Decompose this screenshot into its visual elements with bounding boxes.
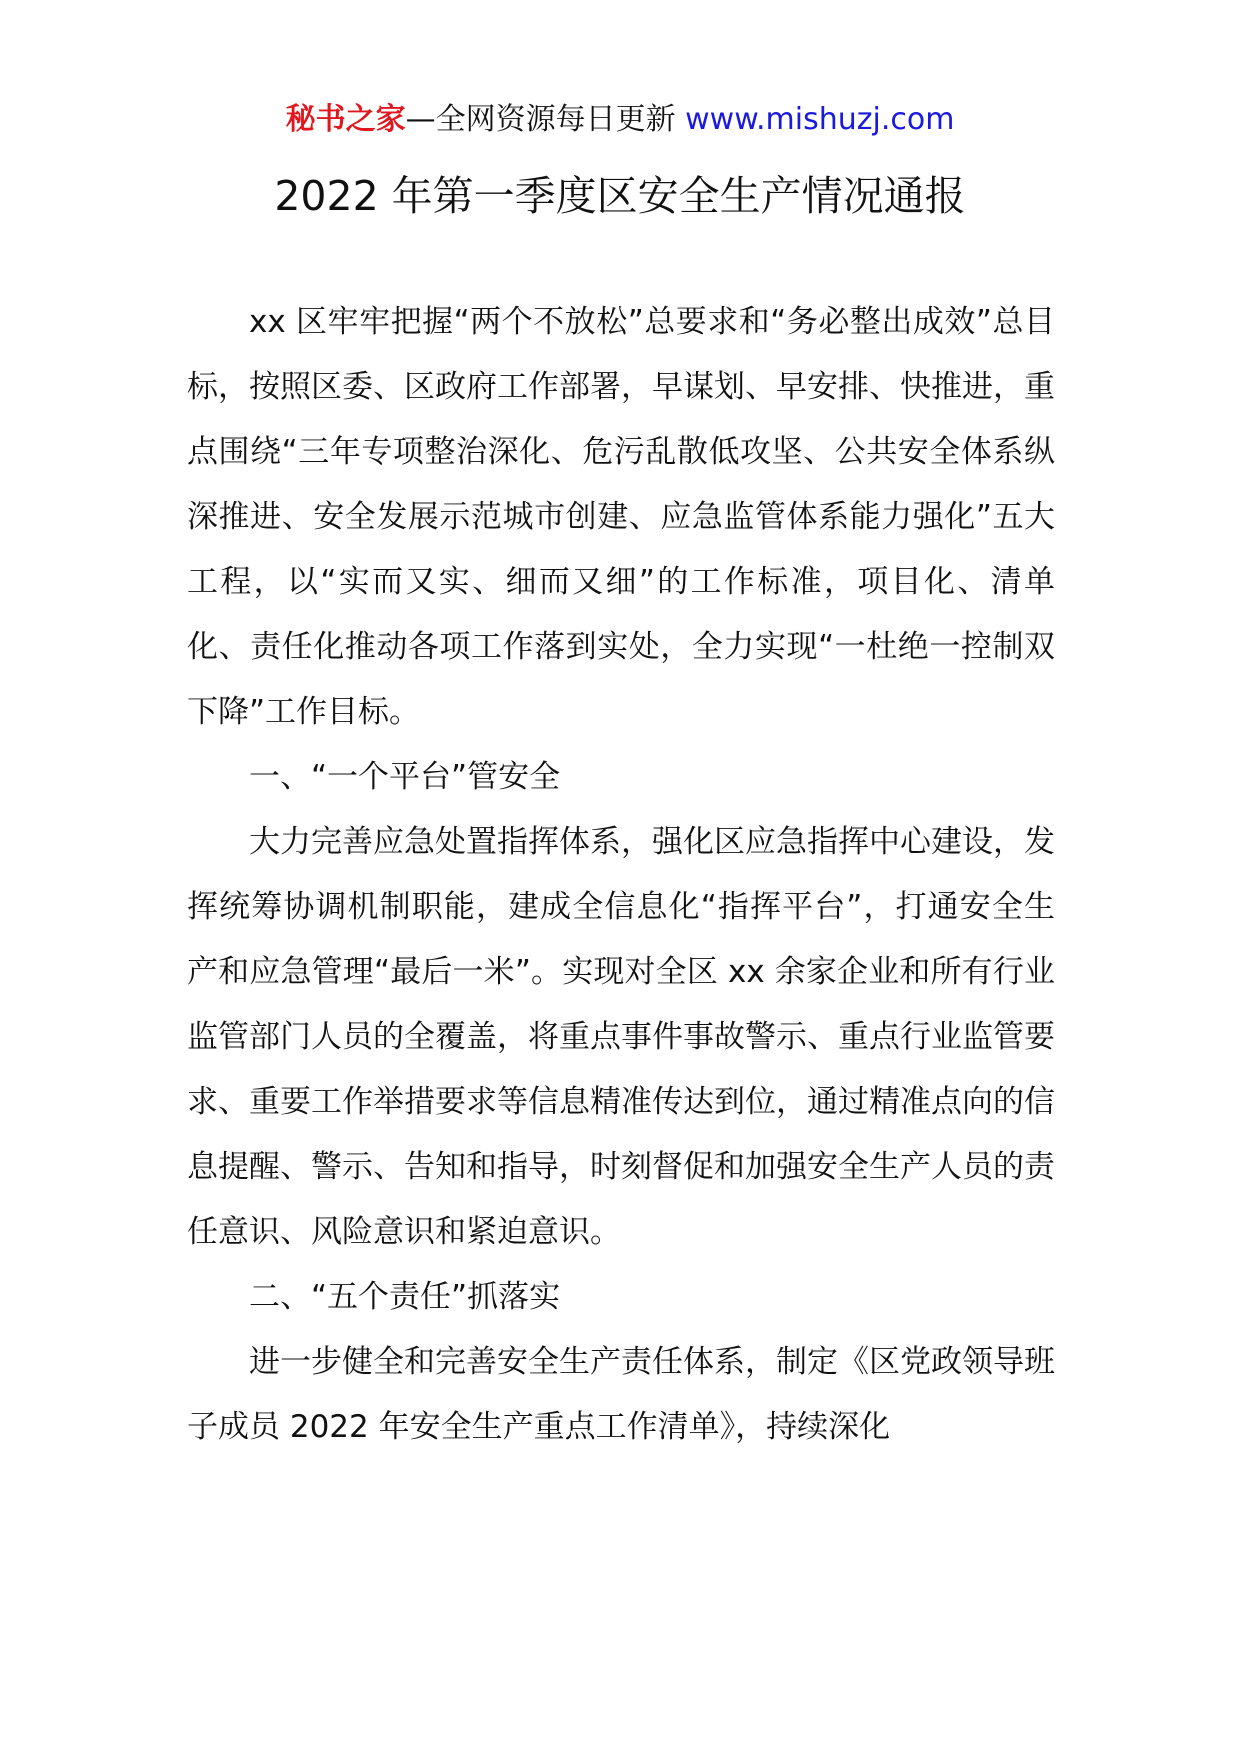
section-2-paragraph: 进一步健全和完善安全生产责任体系，制定《区党政领导班子成员 2022 年安全生产重点工作清单》，持续深化 <box>187 1344 1055 1445</box>
document-title: 2022 年第一季度区安全生产情况通报 <box>274 172 966 220</box>
section-1-paragraph: 大力完善应急处置指挥体系，强化区应急指挥中心建设，发挥统筹协调机制职能，建成全信息化“指挥平台”，打通安全生产和应急管理“最后一米”。实现对全区 xx 余家企业和所有行业监管部门人员的全覆盖，将重点事件事故警示、重点行业监管要求、重要工作举措要求等信息精准传达到位，通过精准点向的信息提醒、警示、告知和指导，时刻督促和加强安全生产人员的责任意识、风险意识和紧迫意识。 <box>187 824 1055 1250</box>
section-heading-1: 一、“一个平台”管安全 <box>249 759 561 795</box>
site-tagline: —全网资源每日更新 <box>405 102 686 137</box>
section-heading-2: 二、“五个责任”抓落实 <box>249 1279 561 1315</box>
site-header <box>0 100 1240 140</box>
site-url-link[interactable]: www.mishuzj.com <box>685 102 955 137</box>
document-body <box>187 290 1055 1460</box>
intro-paragraph: xx 区牢牢把握“两个不放松”总要求和“务必整出成效”总目标，按照区委、区政府工作部署，早谋划、早安排、快推进，重点围绕“三年专项整治深化、危污乱散低攻坚、公共安全体系纵深推进、安全发展示范城市创建、应急监管体系能力强化”五大工程，以“实而又实、细而又细”的工作标准，项目化、清单化、责任化推动各项工作落到实处，全力实现“一杜绝一控制双下降”工作目标。 <box>187 304 1055 730</box>
site-brand: 秘书之家 <box>285 102 406 137</box>
